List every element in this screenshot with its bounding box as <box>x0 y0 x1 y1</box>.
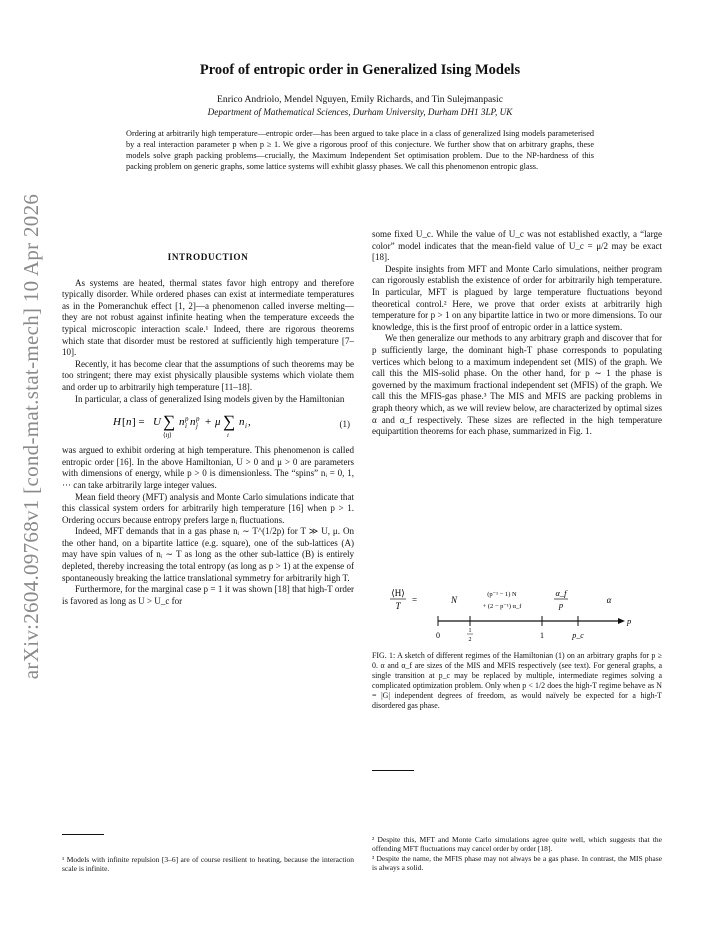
paragraph: some fixed U_c. While the value of U_c was not established exactly, a “large color” model indicates that the mean-field value of U_c = μ/2 may be exact [18]. <box>372 229 662 263</box>
tick-label-1: 1 <box>540 631 544 640</box>
left-footnotes <box>62 834 354 874</box>
figure-1-caption: FIG. 1: A sketch of different regimes of the Hamiltonian (1) on an arbitrary graphs for p ≥ 0. α and α_f are sizes of the MIS and MFIS respectively (see text). For general graphs, a single transition at p_c may be replaced by multiple, intermediate regimes solving a complicated optimization problem. Only when p < 1/2 does the high-T regime behave as N = |G| independent degrees of freedom, as would naïvely be expected for a high-T disordered gas phase. <box>372 651 662 711</box>
svg-text:p: p <box>196 415 200 424</box>
right-footnotes <box>372 770 662 873</box>
svg-text:H: H <box>113 416 121 429</box>
paragraph: Despite insights from MFT and Monte Carlo simulations, neither program can rigorously establish the existence of order for arbitrarily high temperature. In particular, MFT is plagued by large temperature fluctuations beyond theoretical control.² Here, we prove that order exists at arbitrarily high temperature for p > 1 on any bipartite lattice in two or more dimensions. To our knowledge, this is the first proof of entropic order in a lattice system. <box>372 263 662 332</box>
paragraph: In particular, a class of generalized Ising models given by the Hamiltonian <box>75 393 345 404</box>
svg-text:i: i <box>227 432 229 440</box>
svg-text:n: n <box>239 416 245 429</box>
tick-label-pc: p_c <box>572 631 584 640</box>
equation-number: (1) <box>339 419 350 430</box>
abstract: Ordering at arbitrarily high temperature—entropic order—has been argued to take place in a class of generalized Ising models parameterised by a real interaction parameter p when p ≥ 1. We give a rigorous proof of this conjecture. We further show that on arbitrary graphs, these models solve graph packing problems—crucially, the Maximum Independent Set optimisation problem. Due to the NP-hardness of this packing problem on generic graphs, some lattice systems will exhibit glassy phases. We call this phenomenon entropic glass. <box>126 129 594 171</box>
paragraph: As systems are heated, thermal states favor high entropy and therefore typically disorder. While ordered phases can exist at intermediate temperatures as in the Pomeranchuk effect [1, 2]—a phenomenon called inverse melting—they are not robust against infinite heating when the temperature exceeds the typical microscopic interaction scale.¹ Indeed, there are rigorous theorems which state that disorder must be restored at sufficiently high temperature [7–10]. <box>62 277 354 358</box>
svg-text:i: i <box>245 422 247 431</box>
svg-text:n: n <box>126 416 132 429</box>
author-list: Enrico Andriolo, Mendel Nguyen, Emily Richards, and Tin Sulejmanpasic <box>217 94 503 105</box>
svg-text:,: , <box>248 416 251 429</box>
paragraph: We then generalize our methods to any arbitrary graph and discover that for p sufficiently large, the dominant high-T phase corresponds to populating vertices which belong to a maximum independent set (MIS) of the graph. We call this the MIS-solid phase. On the other hand, for p ∼ 1 the phase is governed by the maximum fractional independent set (MFIS) of the graph. We call this the MFIS-gas phase.³ The MIS and MFIS are packing problems in graph theory which, as we will review below, are characterized by optimal sizes α and α_f respectively. These sizes are reflected in the high temperature equipartition theorems for each phase, summarized in Fig. 1. <box>372 333 662 437</box>
tick-label-half-num: 1 <box>468 628 472 634</box>
footnote-rule <box>62 834 104 835</box>
hamiltonian-equation <box>62 411 354 439</box>
svg-text:+: + <box>205 416 212 429</box>
lhs-denominator: T <box>395 601 401 611</box>
p-axis-label: p <box>627 616 632 626</box>
footnote <box>372 835 662 873</box>
regime-mid-top: (p⁻¹ − 1) N <box>487 591 517 598</box>
paragraph: Mean field theory (MFT) analysis and Monte Carlo simulations indicate that this classical system orders for arbitrarily high temperature [16] when p > 1. Ordering occurs because entropy prefers large nᵢ fluctuations. <box>62 491 354 525</box>
footnote-1: ¹ Models with infinite repulsion [3–6] are of course resilient to heating, because the interaction scale is infinite. <box>62 855 354 874</box>
figure-1 <box>372 586 662 646</box>
lhs-numerator: ⟨H⟩ <box>391 588 405 598</box>
regime-mid-bottom: + (2 − p⁻¹) α_f <box>482 603 522 610</box>
arxiv-side-id <box>2 193 62 679</box>
footnote-rule <box>372 770 414 771</box>
svg-text:n: n <box>190 416 196 429</box>
svg-text:∑: ∑ <box>223 412 236 432</box>
svg-text:n: n <box>179 416 185 429</box>
svg-text:i: i <box>185 422 187 431</box>
svg-text:p: p <box>185 415 189 424</box>
equals-sign: = <box>412 595 418 605</box>
p-axis-arrowhead <box>618 618 625 624</box>
svg-text:U: U <box>153 416 161 429</box>
paragraph: Recently, it has become clear that the assumptions of such theorems may be too stringent; there may exist physically plausible systems which violate them and order up to arbitrarily high temperature [11–18]. <box>62 358 354 392</box>
affiliation: Department of Mathematical Sciences, Durham University, Durham DH1 3LP, UK <box>207 107 513 117</box>
svg-text:[: [ <box>122 416 126 429</box>
paragraph: Indeed, MFT demands that in a gas phase nᵢ ∼ T^(1/2p) for T ≫ U, μ. On the other hand, on a bipartite lattice (e.g. square), one of the sub-lattices (A) may have spin values of nᵢ ∼ T as long as the other sub-lattice (B) is entirely depleted, thereby increasing the total entropy (as long as p > 1) at the expense of spontaneously breaking the lattice translational symmetry for arbitrarily high T. <box>62 526 354 583</box>
paragraph: was argued to exhibit ordering at high temperature. This phenomenon is called entropic order [16]. In the above Hamiltonian, U > 0 and μ > 0 are parameters with dimensions of energy, while p > 0 is dimensionless. The “spins” nᵢ = 0, 1, ··· can take arbitrarily large integer values. <box>62 445 354 490</box>
left-column <box>62 252 354 607</box>
right-column <box>372 229 662 438</box>
regime-af-numerator: α_f <box>555 588 567 598</box>
footnote-2: ² Despite this, MFT and Monte Carlo simulations agree quite well, which suggests that the offending MFT fluctuations may cancel order by order [18]. <box>372 835 662 854</box>
footnote-3: ³ Despite the name, the MFIS phase may not always be a gas phase. In contrast, the MIS phase is always a solid. <box>372 853 662 873</box>
arxiv-id-text: arXiv:2604.09768v1 [cond-mat.stat-mech] 10 Apr 2026 <box>19 193 44 679</box>
svg-text:μ: μ <box>215 416 221 429</box>
svg-text:⟨ij⟩: ⟨ij⟩ <box>163 432 172 440</box>
tick-label-half-den: 2 <box>468 637 472 643</box>
tick-label-0: 0 <box>436 631 440 640</box>
svg-text:] =: ] = <box>132 416 145 429</box>
regime-diagram <box>372 586 662 646</box>
svg-text:j: j <box>196 422 198 431</box>
regime-alpha-label: α <box>606 595 612 605</box>
regime-af-denominator: p <box>558 600 564 610</box>
section-heading-introduction: INTRODUCTION <box>167 252 249 262</box>
hamiltonian-formula <box>113 411 303 439</box>
paper-title: Proof of entropic order in Generalized Ising Models <box>199 62 521 78</box>
regime-n-label: N <box>450 595 458 605</box>
svg-text:∑: ∑ <box>163 412 176 432</box>
paragraph: Furthermore, for the marginal case p = 1 it was shown [18] that high-T order is favored as long as U > U_c for <box>62 584 354 606</box>
footnote <box>62 855 354 874</box>
